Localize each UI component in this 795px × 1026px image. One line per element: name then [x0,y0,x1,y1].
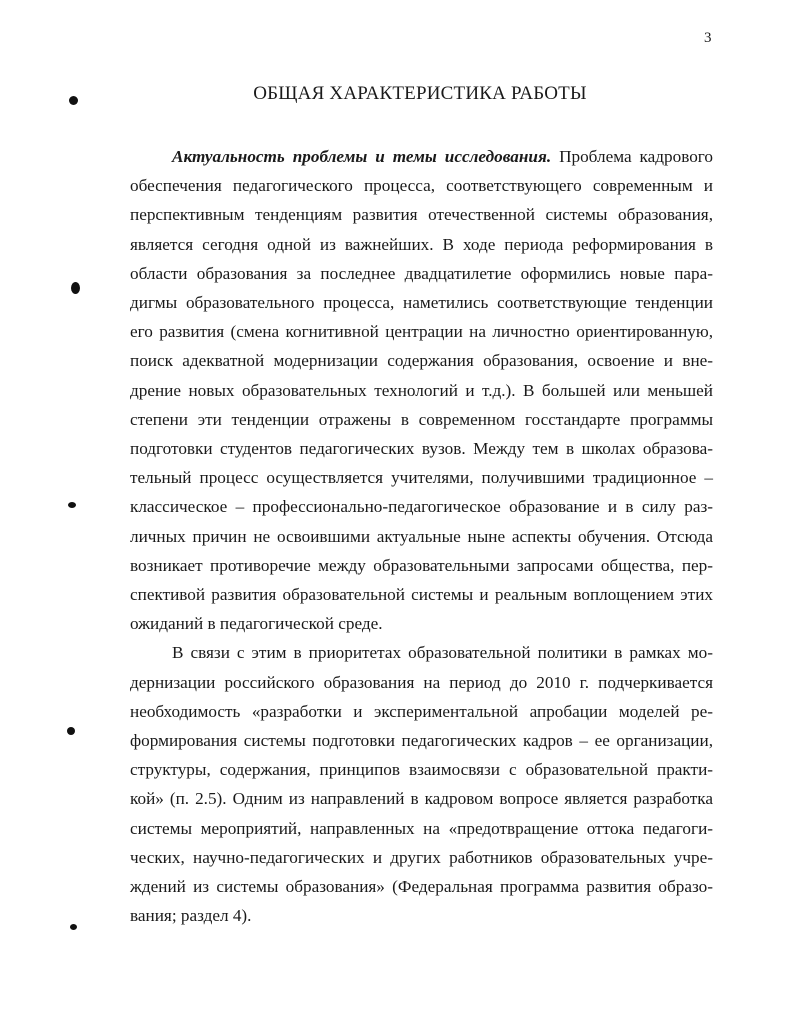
body-text [130,142,713,930]
text-line: формирования системы подготовки педагогических кадров – ее организации, [130,731,713,751]
paragraph [130,142,713,638]
text-line: спективой развития образовательной системы и реальным воплощением этих [130,585,713,605]
scan-mark [69,96,78,105]
text-line: возникает противоречие между образовательными запросами общества, пер- [130,555,713,575]
text-line: дернизации российского образования на период до 2010 г. подчеркивается [130,672,713,692]
text-line: ческих, научно-педагогических и других работников образовательных учре- [130,847,713,867]
text-line: структуры, содержания, принципов взаимосвязи с образовательной практи- [130,760,713,780]
scan-mark [70,924,77,930]
text-line: системы мероприятий, направленных на «предотвращение оттока педагоги- [130,818,713,838]
page-number: 3 [704,30,712,46]
text-line: степени эти тенденции отражены в современном госстандарте программы [130,409,713,429]
text-line: перспективным тенденциям развития отечественной системы образования, [130,205,713,225]
paragraph [130,638,713,930]
text-line: области образования за последнее двадцатилетие оформились новые пара- [130,263,713,283]
text-line: В связи с этим в приоритетах образовательной политики в рамках мо- [172,643,713,663]
lead-in-phrase: Актуальность проблемы и темы исследования. [172,147,552,166]
text-line: его развития (смена когнитивной центрации на личностно ориентированную, [130,322,713,342]
text-line: дрение новых образовательных технологий и т.д.). В большей или меньшей [130,380,713,400]
text-line: ожиданий в педагогической среде. [130,614,383,634]
section-heading: ОБЩАЯ ХАРАКТЕРИСТИКА РАБОТЫ [253,83,587,104]
text-line: является сегодня одной из важнейших. В ходе периода реформирования в [130,234,713,254]
scan-mark [71,282,80,294]
text-line: обеспечения педагогического процесса, соответствующего современным и [130,176,713,196]
scan-mark [67,727,75,735]
text-line: поиск адекватной модернизации содержания образования, освоение и вне- [130,351,713,371]
scan-mark [68,502,76,508]
text-line: ждений из системы образования» (Федеральная программа развития образо- [130,877,713,897]
text-line: личных причин не освоившими актуальные ныне аспекты обучения. Отсюда [130,526,713,546]
text-line: тельный процесс осуществляется учителями, получившими традиционное – [130,468,713,488]
text-line: вания; раздел 4). [130,906,252,926]
text-line: подготовки студентов педагогических вузов. Между тем в школах образова- [130,439,713,459]
text-line [130,142,713,171]
text-line: необходимость «разработки и экспериментальной апробации моделей ре- [130,701,713,721]
text-line: классическое – профессионально-педагогическое образование и в силу раз- [130,497,713,517]
text-fragment: Проблема кадрового [551,147,713,166]
text-line: кой» (п. 2.5). Одним из направлений в кадровом вопросе является разработка [130,789,713,809]
text-line: дигмы образовательного процесса, наметились соответствующие тенденции [130,293,713,313]
